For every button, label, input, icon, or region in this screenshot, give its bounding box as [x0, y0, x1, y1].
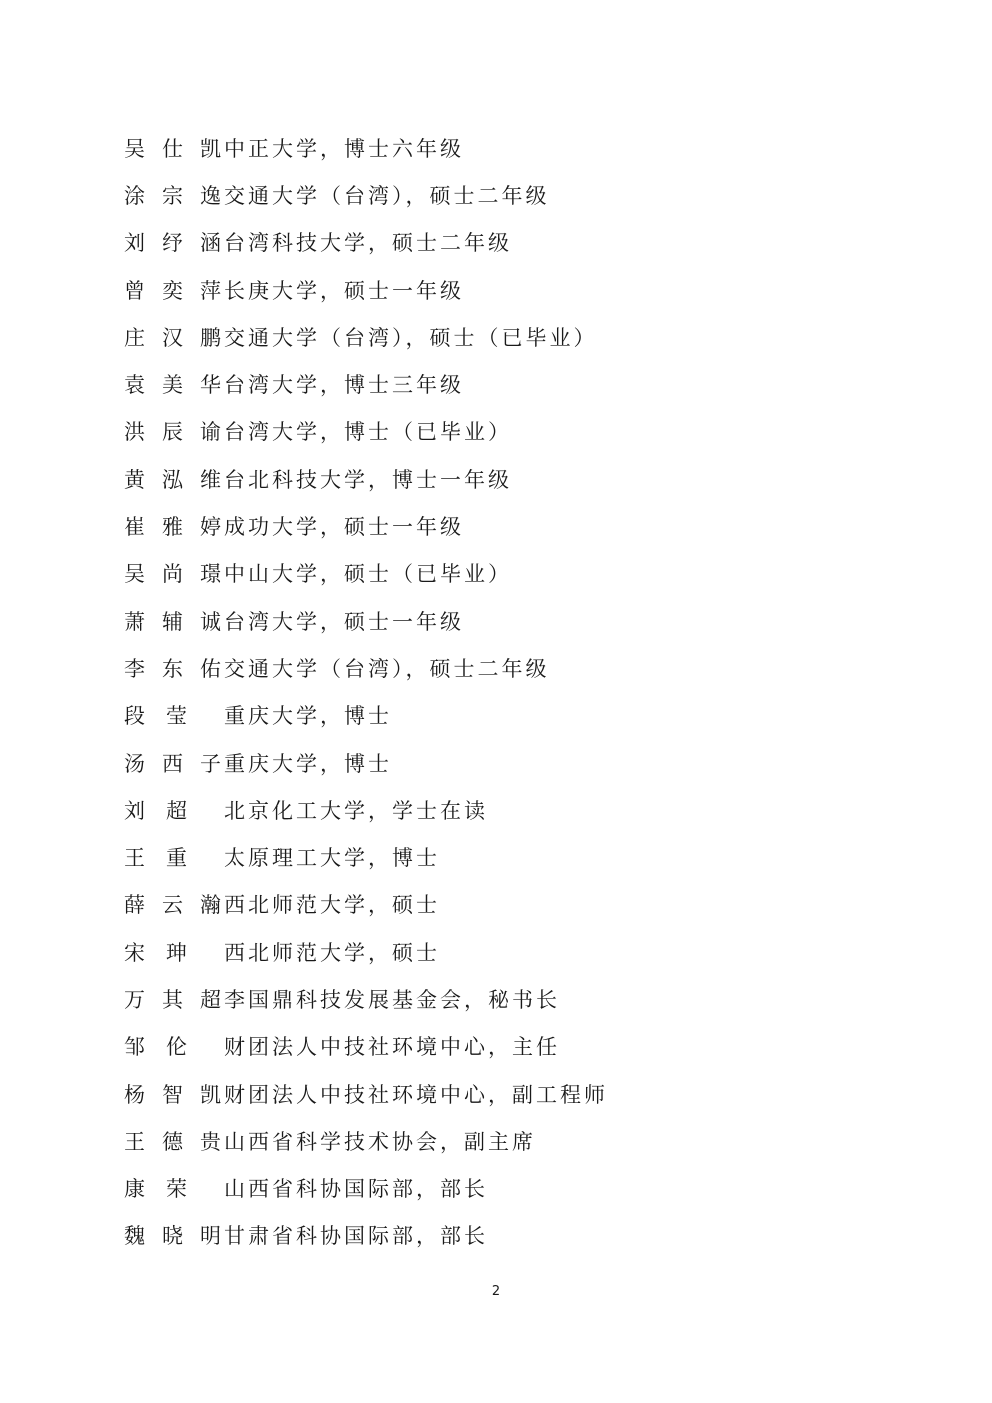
- participant-affiliation: 台湾大学，硕士一年级: [224, 609, 464, 634]
- participant-name: 魏晓明: [124, 1224, 224, 1249]
- participant-name: 萧辅诚: [124, 609, 224, 634]
- participant-name: 邹伦: [124, 1035, 190, 1060]
- participant-name: 涂宗逸: [124, 183, 224, 208]
- participant-affiliation: 中山大学，硕士（已毕业）: [224, 562, 512, 587]
- list-item: [124, 644, 608, 691]
- participant-affiliation: 交通大学（台湾），硕士二年级: [224, 656, 550, 681]
- participant-name: 康荣: [124, 1177, 190, 1202]
- participant-affiliation: 台湾大学，博士三年级: [224, 373, 464, 398]
- list-item: [124, 928, 608, 975]
- participant-list: [124, 124, 608, 1259]
- participant-affiliation: 北京化工大学，学士在读: [224, 798, 488, 823]
- participant-affiliation: 财团法人中技社环境中心，主任: [224, 1035, 560, 1060]
- participant-name: 吴仕凯: [124, 136, 224, 161]
- list-item: [124, 1165, 608, 1212]
- participant-name: 崔雅婷: [124, 515, 224, 540]
- participant-name: 吴尚璟: [124, 562, 224, 587]
- participant-name: 曾奕萍: [124, 278, 224, 303]
- participant-affiliation: 西北师范大学，硕士: [224, 940, 440, 965]
- participant-affiliation: 中正大学，博士六年级: [224, 136, 464, 161]
- participant-name: 黄泓维: [124, 467, 224, 492]
- participant-affiliation: 交通大学（台湾），硕士二年级: [224, 183, 550, 208]
- list-item: [124, 1023, 608, 1070]
- list-item: [124, 1070, 608, 1117]
- list-item: [124, 786, 608, 833]
- participant-name: 洪辰谕: [124, 420, 224, 445]
- list-item: [124, 550, 608, 597]
- participant-affiliation: 交通大学（台湾），硕士（已毕业）: [224, 325, 598, 350]
- participant-name: 薛云瀚: [124, 893, 224, 918]
- list-item: [124, 124, 608, 171]
- participant-affiliation: 西北师范大学，硕士: [224, 893, 440, 918]
- list-item: [124, 502, 608, 549]
- participant-affiliation: 长庚大学，硕士一年级: [224, 278, 464, 303]
- list-item: [124, 692, 608, 739]
- participant-name: 刘纾涵: [124, 231, 224, 256]
- participant-affiliation: 山西省科学技术协会，副主席: [224, 1129, 536, 1154]
- participant-name: 万其超: [124, 987, 224, 1012]
- list-item: [124, 171, 608, 218]
- participant-affiliation: 山西省科协国际部，部长: [224, 1177, 488, 1202]
- participant-affiliation: 成功大学，硕士一年级: [224, 515, 464, 540]
- list-item: [124, 1117, 608, 1164]
- participant-affiliation: 重庆大学，博士: [224, 704, 392, 729]
- list-item: [124, 266, 608, 313]
- participant-affiliation: 台湾科技大学，硕士二年级: [224, 231, 512, 256]
- list-item: [124, 833, 608, 880]
- participant-name: 袁美华: [124, 373, 224, 398]
- participant-name: 刘超: [124, 798, 190, 823]
- participant-name: 王重: [124, 846, 190, 871]
- list-item: [124, 360, 608, 407]
- participant-name: 宋珅: [124, 940, 190, 965]
- participant-affiliation: 甘肃省科协国际部，部长: [224, 1224, 488, 1249]
- participant-name: 王德贵: [124, 1129, 224, 1154]
- participant-affiliation: 太原理工大学，博士: [224, 846, 440, 871]
- participant-name: 段莹: [124, 704, 190, 729]
- participant-affiliation: 李国鼎科技发展基金会，秘书长: [224, 987, 560, 1012]
- participant-affiliation: 台湾大学，博士（已毕业）: [224, 420, 512, 445]
- list-item: [124, 597, 608, 644]
- participant-name: 庄汉鹏: [124, 325, 224, 350]
- participant-name: 汤西子: [124, 751, 224, 776]
- page-number: 2: [491, 1284, 501, 1299]
- list-item: [124, 739, 608, 786]
- list-item: [124, 313, 608, 360]
- list-item: [124, 1212, 608, 1259]
- list-item: [124, 219, 608, 266]
- list-item: [124, 408, 608, 455]
- participant-affiliation: 台北科技大学，博士一年级: [224, 467, 512, 492]
- list-item: [124, 975, 608, 1022]
- participant-affiliation: 重庆大学，博士: [224, 751, 392, 776]
- participant-name: 杨智凯: [124, 1082, 224, 1107]
- participant-affiliation: 财团法人中技社环境中心，副工程师: [224, 1082, 608, 1107]
- list-item: [124, 455, 608, 502]
- participant-name: 李东佑: [124, 656, 224, 681]
- list-item: [124, 881, 608, 928]
